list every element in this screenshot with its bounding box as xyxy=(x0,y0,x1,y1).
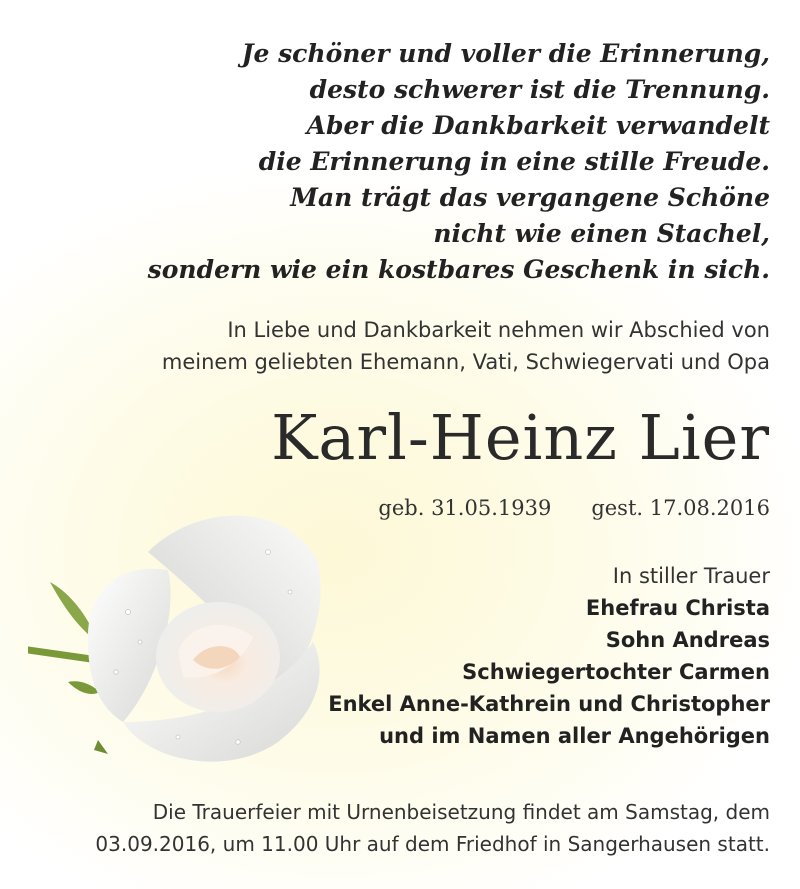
intro-line-1: In Liebe und Dankbarkeit nehmen wir Abschied von xyxy=(227,318,770,342)
mourner-entry: Sohn Andreas xyxy=(605,628,770,652)
poem-line: sondern wie ein kostbares Geschenk in sich. xyxy=(147,255,770,284)
mourner-entry: Schwiegertochter Carmen xyxy=(462,660,770,684)
death-date: gest. 17.08.2016 xyxy=(591,496,770,520)
poem-line: Man trägt das vergangene Schöne xyxy=(290,183,770,212)
notice-line-1: Die Trauerfeier mit Urnenbeisetzung findet am Samstag, dem xyxy=(152,800,770,824)
mourner-entry: und im Namen aller Angehörigen xyxy=(379,724,770,748)
poem-line: Aber die Dankbarkeit verwandelt xyxy=(306,111,770,140)
poem-line: Je schöner und voller die Erinnerung, xyxy=(241,39,770,68)
memorial-poem xyxy=(50,36,770,288)
mourners-list xyxy=(270,560,770,752)
deceased-name: Karl-Heinz Lier xyxy=(271,401,770,474)
intro-line-2: meinem geliebten Ehemann, Vati, Schwiegervati und Opa xyxy=(161,350,770,374)
funeral-notice xyxy=(10,796,770,860)
mourner-entry: Ehefrau Christa xyxy=(585,596,770,620)
poem-line: die Erinnerung in eine stille Freude. xyxy=(258,147,770,176)
notice-line-2: 03.09.2016, um 11.00 Uhr auf dem Friedhof in Sangerhausen statt. xyxy=(95,832,770,856)
life-dates xyxy=(378,492,770,524)
mourning-heading: In stiller Trauer xyxy=(612,564,770,588)
birth-date: geb. 31.05.1939 xyxy=(378,496,552,520)
farewell-intro xyxy=(30,314,770,378)
poem-line: desto schwerer ist die Trennung. xyxy=(309,75,770,104)
mourner-entry: Enkel Anne-Kathrein und Christopher xyxy=(328,692,770,716)
poem-line: nicht wie einen Stachel, xyxy=(433,219,770,248)
